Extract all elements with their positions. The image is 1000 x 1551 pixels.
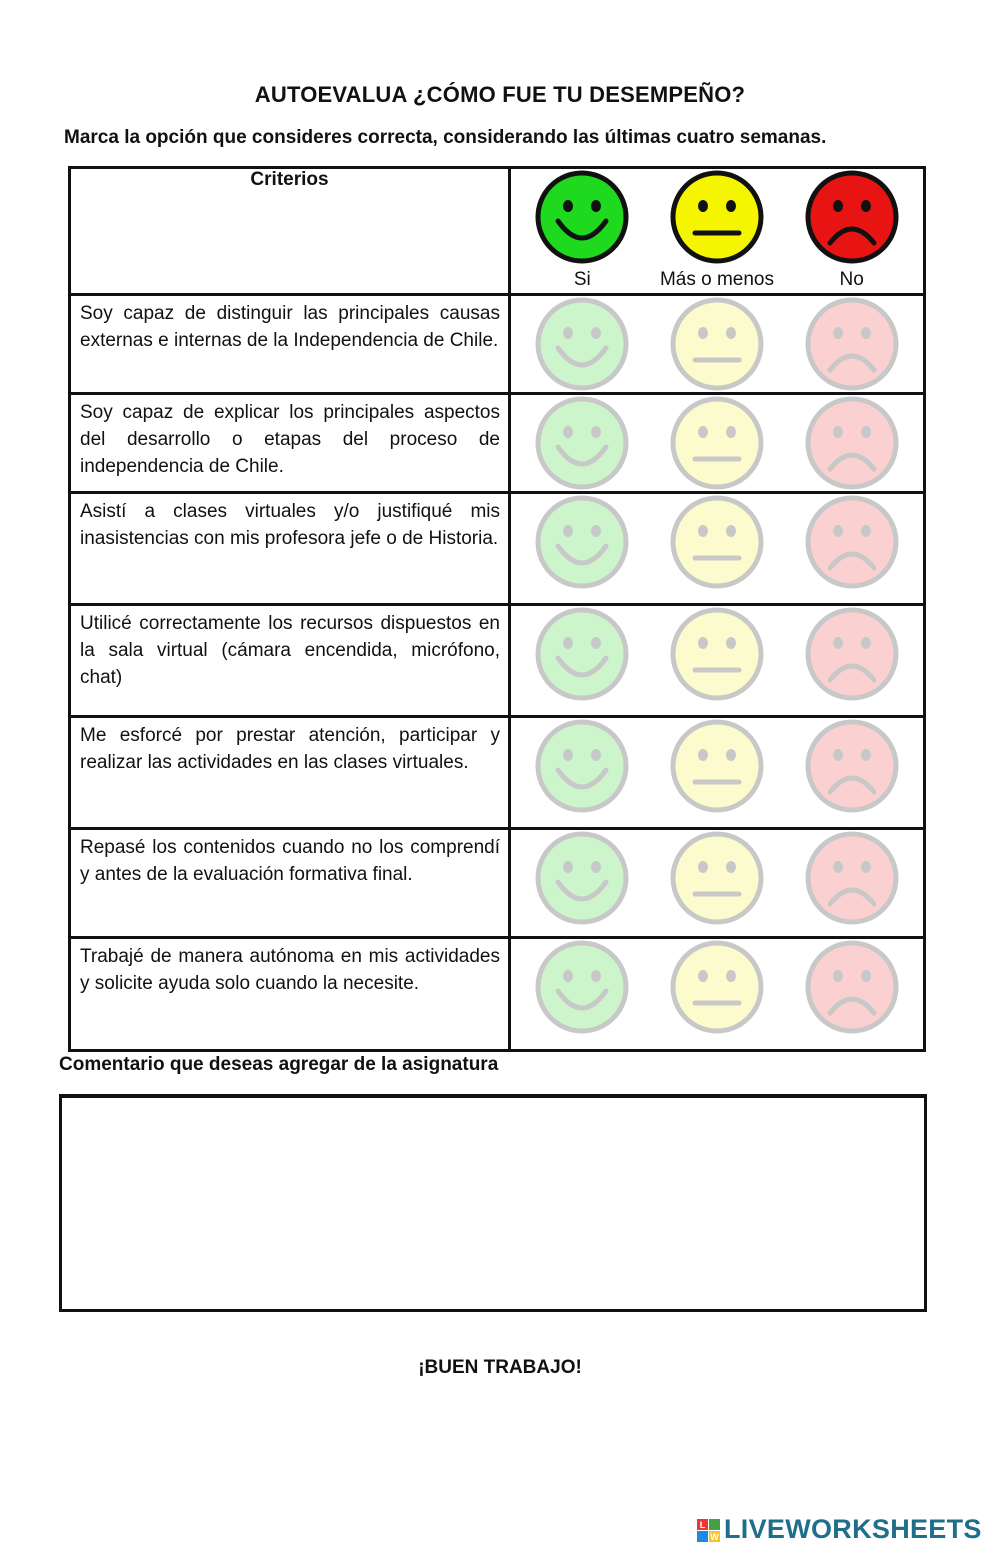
criterion-text: Repasé los contenidos cuando no los comprendí y antes de la evaluación formativa final.: [70, 829, 510, 938]
liveworksheets-logo-icon: [697, 1517, 721, 1543]
logo-letter-w: W: [710, 1531, 719, 1542]
option-label: Si: [573, 269, 591, 290]
sad-face-option-icon[interactable]: [804, 830, 900, 926]
neutral-face-option-icon[interactable]: [669, 494, 765, 590]
sad-face-icon: [804, 169, 900, 265]
happy-face-icon: [534, 169, 630, 265]
page-title: AUTOEVALUA ¿CÓMO FUE TU DESEMPEÑO?: [254, 82, 746, 107]
happy-face-option-icon[interactable]: [534, 830, 630, 926]
criteria-row: [70, 394, 925, 493]
neutral-face-option-icon[interactable]: [669, 718, 765, 814]
rating-options: [510, 829, 925, 938]
rating-options: [510, 493, 925, 605]
criteria-row: [70, 493, 925, 605]
sad-face-option-icon[interactable]: [804, 718, 900, 814]
sad-face-option-icon[interactable]: [804, 606, 900, 702]
rating-options: [510, 394, 925, 493]
happy-face-option-icon[interactable]: [534, 395, 630, 491]
neutral-face-option-icon[interactable]: [669, 395, 765, 491]
criterion-text: Soy capaz de explicar los principales aspectos del desarrollo o etapas del proceso de independencia de Chile.: [70, 394, 510, 493]
comment-label: Comentario que deseas agregar de la asignatura: [59, 1054, 499, 1075]
happy-face-option-icon[interactable]: [534, 296, 630, 392]
sad-face-option-icon[interactable]: [804, 939, 900, 1035]
instruction-text: Marca la opción que consideres correcta, considerando las últimas cuatro semanas.: [64, 127, 827, 148]
criterion-text: Me esforcé por prestar atención, participar y realizar las actividades en las clases virtuales.: [70, 717, 510, 829]
options-header: [510, 168, 925, 295]
neutral-face-option-icon[interactable]: [669, 939, 765, 1035]
self-evaluation-table: [68, 166, 926, 1052]
happy-face-option-icon[interactable]: [534, 606, 630, 702]
neutral-face-option-icon[interactable]: [669, 830, 765, 926]
neutral-face-icon: [669, 169, 765, 265]
sad-face-option-icon[interactable]: [804, 395, 900, 491]
option-column-0: [517, 169, 647, 291]
comment-box[interactable]: [59, 1094, 927, 1312]
criterion-text: Utilicé correctamente los recursos dispuestos en la sala virtual (cámara encendida, micrófono, chat): [70, 605, 510, 717]
option-label: No: [839, 269, 864, 290]
criterion-text: Trabajé de manera autónoma en mis actividades y solicite ayuda solo cuando la necesite.: [70, 938, 510, 1051]
happy-face-option-icon[interactable]: [534, 718, 630, 814]
rating-options: [510, 717, 925, 829]
happy-face-option-icon[interactable]: [534, 494, 630, 590]
closing-message: ¡BUEN TRABAJO!: [418, 1357, 582, 1378]
logo-letter-l: L: [699, 1519, 706, 1530]
neutral-face-option-icon[interactable]: [669, 606, 765, 702]
criteria-header: Criterios: [70, 168, 510, 295]
criteria-row: [70, 938, 925, 1051]
option-column-1: [652, 169, 782, 291]
option-column-2: [787, 169, 917, 291]
criteria-row: [70, 605, 925, 717]
option-label: Más o menos: [659, 269, 774, 290]
sad-face-option-icon[interactable]: [804, 494, 900, 590]
criteria-row: [70, 295, 925, 394]
neutral-face-option-icon[interactable]: [669, 296, 765, 392]
criterion-text: Asistí a clases virtuales y/o justifiqué mis inasistencias con mis profesora jefe o de Historia.: [70, 493, 510, 605]
brand-name: LIVEWORKSHEETS: [724, 1514, 982, 1544]
criteria-row: [70, 717, 925, 829]
rating-options: [510, 605, 925, 717]
rating-options: [510, 295, 925, 394]
criteria-row: [70, 829, 925, 938]
happy-face-option-icon[interactable]: [534, 939, 630, 1035]
table-header-row: [70, 168, 925, 295]
rating-options: [510, 938, 925, 1051]
sad-face-option-icon[interactable]: [804, 296, 900, 392]
brand-footer: [697, 1514, 982, 1545]
criterion-text: Soy capaz de distinguir las principales causas externas e internas de la Independencia de Chile.: [70, 295, 510, 394]
